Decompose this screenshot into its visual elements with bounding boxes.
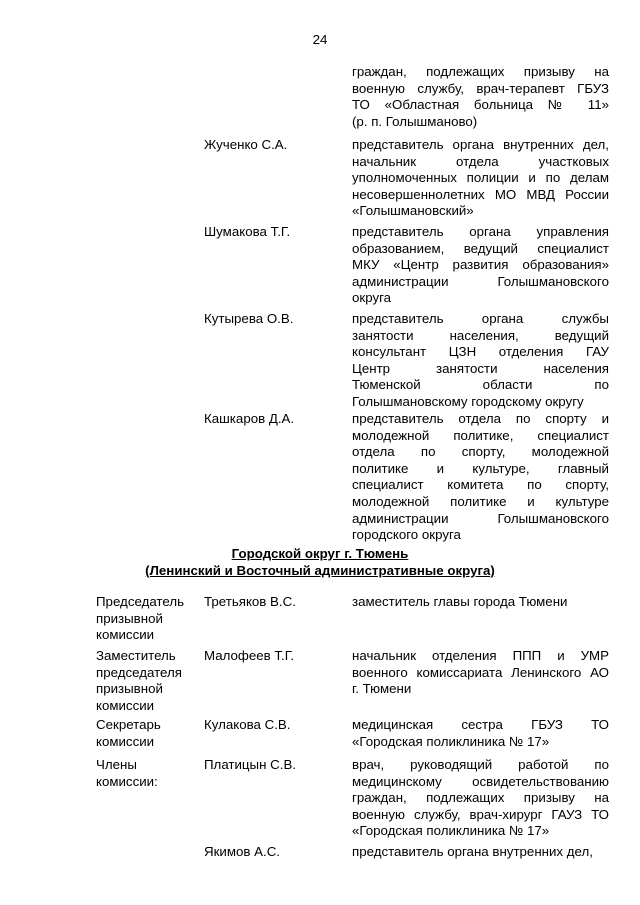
member-role-line: председателя	[96, 664, 182, 680]
member-position-line: политике и культуре, главный	[352, 460, 609, 476]
member-position-line: образованием, ведущий специалист	[352, 240, 609, 256]
member-name: Кутырева О.В.	[204, 311, 294, 326]
member-position-line: администрации Голышмановского	[352, 273, 609, 289]
member-position-line: граждан, подлежащих призыву на	[352, 790, 609, 806]
member-position-line: «Городская поликлиника № 17»	[352, 733, 550, 749]
member-position-line: молодежной политике, специалист	[352, 427, 609, 443]
member-position-line: отдела по спорту, молодежной	[352, 444, 609, 460]
member-position-line: начальник отделения ППП и УМР	[352, 648, 609, 663]
member-position-line: врач, руководящий работой по	[352, 757, 609, 772]
member-position-line: «Голышмановский»	[352, 203, 474, 219]
member-position	[352, 411, 609, 544]
member-position	[352, 648, 609, 698]
member-position-line: граждан, подлежащих призыву на	[352, 64, 609, 79]
section-subheading: (Ленинский и Восточный административные округа)	[145, 562, 495, 578]
member-position-line: представитель органа внутренних дел,	[352, 844, 593, 859]
member-name: Платицын С.В.	[204, 757, 297, 772]
member-position	[352, 224, 609, 307]
member-role-line: комиссии	[96, 627, 155, 643]
page-number: 24	[312, 32, 328, 47]
member-position-line: военного комиссариата Ленинского АО	[352, 664, 609, 680]
member-name: Якимов А.С.	[204, 844, 281, 859]
member-position-line: несовершеннолетних МО МВД России	[352, 186, 609, 202]
member-role-line: призывной	[96, 681, 163, 697]
section-heading: Городской округ г. Тюмень	[231, 546, 409, 561]
member-position-line: Тюменской области по	[352, 377, 609, 393]
member-role-line: комиссии:	[96, 773, 158, 789]
member-role	[96, 717, 196, 750]
member-role-line: комиссии	[96, 697, 155, 713]
member-role-line: Заместитель	[96, 648, 176, 663]
member-position-line: МКУ «Центр развития образования»	[352, 257, 609, 273]
member-position-line: Голышмановскому городскому округу	[352, 393, 584, 409]
member-role	[96, 648, 196, 714]
member-name: Жученко С.А.	[204, 137, 288, 152]
member-position-line: уполномоченных полиции и по делам	[352, 170, 609, 186]
member-position-line: представитель органа управления	[352, 224, 609, 239]
member-position	[352, 594, 609, 611]
member-position-line: занятости населения, ведущий	[352, 327, 609, 343]
member-role-line: Секретарь	[96, 717, 161, 732]
member-position-line: округа	[352, 290, 392, 306]
member-name: Кулакова С.В.	[204, 717, 291, 732]
member-position-line: г. Тюмени	[352, 681, 412, 697]
member-position-line: представитель органа внутренних дел,	[352, 137, 609, 152]
member-position-line: специалист комитета по спорту,	[352, 477, 609, 493]
member-position-line: администрации Голышмановского	[352, 510, 609, 526]
member-position	[352, 64, 609, 130]
member-position-line: представитель отдела по спорту и	[352, 411, 609, 426]
member-position	[352, 757, 609, 840]
member-position-line: Центр занятости населения	[352, 360, 609, 376]
member-role-line: комиссии	[96, 733, 155, 749]
member-role-line: Председатель	[96, 594, 185, 609]
member-position-line: медицинскому освидетельствованию	[352, 773, 609, 789]
member-role	[96, 594, 196, 644]
member-position	[352, 311, 609, 411]
member-position-line: представитель органа службы	[352, 311, 609, 326]
member-position-line: ТО «Областная больница № 11»	[352, 97, 609, 113]
member-position-line: начальник отдела участковых	[352, 153, 609, 169]
member-name: Шумакова Т.Г.	[204, 224, 291, 239]
member-role	[96, 757, 196, 790]
member-name: Малофеев Т.Г.	[204, 648, 295, 663]
member-position	[352, 717, 609, 750]
member-position-line: «Городская поликлиника № 17»	[352, 823, 550, 839]
member-position	[352, 844, 609, 861]
member-name: Кашкаров Д.А.	[204, 411, 295, 426]
member-position-line: заместитель главы города Тюмени	[352, 594, 568, 609]
member-position-line: (р. п. Голышманово)	[352, 113, 478, 129]
member-position-line: городского округа	[352, 527, 461, 543]
member-position-line: консультант ЦЗН отделения ГАУ	[352, 344, 609, 360]
member-role-line: Члены	[96, 757, 137, 772]
member-name: Третьяков В.С.	[204, 594, 296, 609]
member-position	[352, 137, 609, 220]
member-position-line: медицинская сестра ГБУЗ ТО	[352, 717, 609, 732]
member-position-line: военную службу, врач-хирург ГАУЗ ТО	[352, 806, 609, 822]
member-role-line: призывной	[96, 610, 163, 626]
member-position-line: военную службу, врач-терапевт ГБУЗ	[352, 80, 609, 96]
member-position-line: молодежной политике и культуре	[352, 493, 609, 509]
